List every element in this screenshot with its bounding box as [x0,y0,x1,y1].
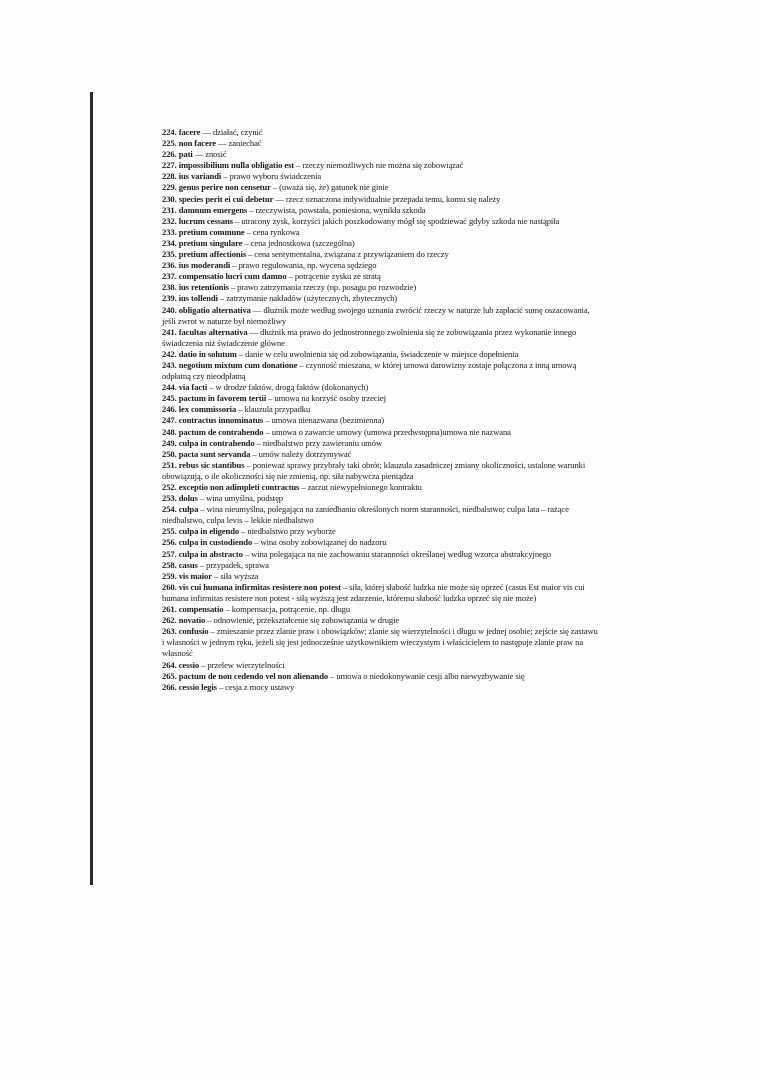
entry-definition: — zaniechać [215,138,262,149]
entry-number: 236. [162,260,177,271]
glossary-entry [162,249,602,260]
entry-term: cessio legis [178,681,217,692]
entry-definition: – rzeczywista, powstała, poniesiona, wynikła szkoda [247,204,426,215]
entry-term: casus [178,559,198,570]
entry-number: 243. [162,359,177,370]
entry-term: species perit ei cui debetur [178,193,274,204]
entry-number: 244. [162,382,177,393]
glossary-entry [162,216,602,227]
glossary-entry [162,482,602,493]
entry-definition: – zarzut niewypełnionego kontraktu [299,482,422,492]
glossary-entry [162,404,602,415]
entry-number: 226. [162,149,177,160]
entry-number: 266. [162,681,177,692]
glossary-entry [162,438,602,449]
glossary-entry [162,582,602,604]
entry-definition: — znosić [192,149,227,160]
glossary-entry [162,604,602,615]
entry-term: ius tollendi [178,293,218,304]
glossary-entry [162,160,602,171]
glossary-entry [162,138,602,149]
entry-definition: – prawo zatrzymania rzeczy (np. posagu po rozwodzie) [228,282,417,293]
entry-definition: – kompensacja, potrącenie, np. długu [223,604,351,615]
entry-definition: — działać, czynić [200,127,263,137]
entry-term: non facere [178,138,216,149]
entry-term: pactum de non cedendo vel non alienando [178,670,329,681]
entry-term: culpa in abstracto [178,548,243,559]
glossary-entry [162,127,602,138]
entry-number: 247. [162,415,177,426]
entry-term: pretium commune [178,226,245,237]
glossary-entry [162,660,602,671]
entry-term: contractus innominatus [178,415,264,426]
entry-term: pati [178,149,193,160]
glossary-entry [162,504,602,526]
entry-number: 234. [162,237,177,248]
glossary-entry [162,260,602,271]
entry-definition: – wina polegająca na nie zachowaniu staranności określanej według wzorca abstrakcyjnego [242,548,552,559]
entry-term: pretium affectionis [178,249,247,260]
entry-term: culpa in custodiendo [178,537,253,548]
entry-number: 261. [162,604,177,615]
entry-definition: – klauzula przypadku [236,404,311,415]
entry-definition: – wina nieumyślna, polegająca na zaniedbaniu określonych norm staranności, niedbalstwo; culpa lata – rażące niedbalstwo, culpa levis – lekkie niedbalstwo [162,504,569,526]
entry-term: compensatio lucri cum damno [178,271,287,282]
entry-number: 250. [162,448,177,459]
glossary-entry [162,149,602,160]
entry-number: 230. [162,193,177,204]
entry-number: 249. [162,437,177,448]
entry-number: 255. [162,526,177,537]
entry-term: rebus sic stantibus [178,459,245,470]
entry-definition: – czynność mieszana, w której umowa darowizny zostaje połączona z inną umową odpłatną czy nieodpłatną [162,359,577,382]
glossary-entry [162,526,602,537]
glossary-entry [162,615,602,626]
entry-number: 263. [162,626,177,637]
glossary-entry [162,427,602,438]
entry-number: 228. [162,171,177,182]
entry-definition: — dłużnik może według swojego uznania zwrócić rzeczy w naturze lub zapłacić sumę oszacowania, jeśli zwrot w naturze był niemożliwy [162,304,590,326]
entry-term: culpa in contrahendo [178,437,255,448]
entry-term: lex commissoria [178,404,237,415]
entry-definition: – (uważa się, że) gatunek nie ginie [270,182,389,193]
entry-number: 232. [162,215,177,226]
glossary-entry [162,393,602,404]
entry-term: lucrum cessans [178,215,233,226]
entry-term: negotium mixtum cum donatione [178,359,298,370]
glossary-entry [162,560,602,571]
entry-term: pacta sunt servanda [178,448,251,459]
entry-number: 251. [162,459,177,470]
entry-number: 241. [162,326,177,337]
glossary-entry [162,349,602,360]
entry-definition: – siła wyższa [211,570,259,581]
entry-number: 237. [162,271,177,282]
entry-term: culpa [178,504,199,515]
glossary-entry [162,271,602,282]
entry-number: 264. [162,659,177,670]
entry-definition: – siła, której słabość ludzka nie może się oprzeć (casus Est maior vis cui humana infirmitas resistere non potest - siłą wyższą jest zdarzenie, któremu słabość ludzka oprzeć się nie może) [162,581,585,603]
entry-number: 235. [162,249,177,260]
entry-number: 256. [162,537,177,548]
entry-definition: – zatrzymanie nakładów (użytecznych, zbytecznych) [217,293,398,304]
glossary-entry [162,293,602,304]
entry-number: 260. [162,581,177,592]
entry-definition: – niedbalstwo przy wyborze [239,526,336,537]
glossary-entry [162,194,602,205]
entry-definition: – zmieszanie przez zlanie praw i obowiązków; zlanie się wierzytelności i długu w jednej osobie; zejście się zastawu i własności w jednym ręku, jeżeli się jest jednocześnie użytkownikiem wieczystym i właścicielem to następuje zlanie praw na własność [162,626,598,659]
entry-number: 265. [162,670,177,681]
entry-number: 258. [162,559,177,570]
entry-term: damnum emergens [178,204,248,215]
entry-term: confusio [178,626,209,637]
entry-definition: – cena sentymentalna, związana z przywiązaniem do rzeczy [246,249,449,260]
glossary-entry [162,682,602,693]
entry-term: obligatio alternativa [178,304,251,315]
glossary-entry [162,415,602,426]
entry-term: cessio [178,659,200,670]
entry-term: compensatio [178,604,224,615]
entry-number: 242. [162,348,177,359]
entry-term: exceptio non adimpleti contractus [178,482,300,492]
entry-definition: – przelew wierzytelności [199,659,285,670]
entry-number: 239. [162,293,177,304]
glossary-entry [162,360,602,382]
entry-term: genus perire non censetur [178,182,271,193]
entry-term: datio in solutum [178,348,237,359]
glossary-entry [162,327,602,349]
entry-term: pactum in favorem tertii [178,393,267,404]
glossary-entry [162,626,602,659]
entry-number: 252. [162,482,177,492]
entry-term: vis maior [178,570,212,581]
entry-number: 248. [162,426,177,437]
entry-definition: – rzeczy niemożliwych nie można się zobowiązać [294,160,464,171]
glossary-entry [162,238,602,249]
glossary-entry [162,182,602,193]
entry-term: impossibilium nulla obligatio est [178,160,295,171]
glossary-entry [162,227,602,238]
scan-edge-shadow [90,92,93,885]
entry-term: novatio [178,615,206,626]
entry-definition: – w drodze faktów, drogą faktów (dokonanych) [207,382,369,393]
glossary-entry [162,571,602,582]
glossary-entry [162,537,602,548]
glossary-entry [162,460,602,482]
glossary-entry [162,549,602,560]
entry-definition: – umowa o zawarcie umowy (umowa przedwstępna)umowa nie nazwana [263,426,511,437]
entry-definition: — dłużnik ma prawo do jednostronnego zwolnienia się ze zobowiązania przez wykonanie innego świadczenia niż świadczenie główne [162,326,577,348]
glossary-entry [162,305,602,327]
glossary-entry [162,171,602,182]
entry-definition: – cesja z mocy ustawy [216,681,295,692]
glossary-entry [162,382,602,393]
entry-definition: – wina umyślna, podstęp [197,493,283,504]
entry-definition: – niedbalstwo przy zawieraniu umów [254,437,383,448]
entry-number: 254. [162,504,177,515]
entry-number: 233. [162,226,177,237]
entry-definition: – przypadek, sprawa [197,559,269,570]
entry-term: ius variandi [178,171,222,182]
entry-definition: – odnowienie, przekształcenie się zobowiązania w drugie [205,615,400,626]
entry-number: 229. [162,182,177,193]
entry-definition: – umowa o niedokonywanie cesji albo niewyzbywanie się [328,670,525,681]
entry-number: 231. [162,204,177,215]
entry-number: 225. [162,138,177,149]
entry-number: 259. [162,570,177,581]
entry-definition: – wina osoby zobowiązanej do nadzoru [252,537,387,548]
entry-term: culpa in eligendo [178,526,240,537]
entry-term: ius retentionis [178,282,229,293]
entry-definition: – cena jednostkowa (szczególna) [242,237,355,248]
entry-definition: — rzecz oznaczona indywidualnie przepada temu, komu się należy [273,193,501,204]
entry-definition: – umów należy dotrzymywać [250,448,352,459]
entry-number: 257. [162,548,177,559]
entry-definition: – danie w celu uwolnienia się od zobowiązania, świadczenie w miejsce dopełnienia [236,348,519,359]
entry-definition: – cena rynkowa [244,226,300,237]
entry-term: vis cui humana infirmitas resistere non potest [178,581,341,592]
entry-number: 224. [162,127,177,137]
glossary-entry [162,282,602,293]
glossary-entry [162,205,602,216]
glossary-entry [162,449,602,460]
entry-number: 240. [162,304,177,315]
entry-number: 262. [162,615,177,626]
entry-definition: – potrącenie zysku ze stratą [286,271,381,282]
entry-number: 246. [162,404,177,415]
entry-definition: – prawo wyboru świadczenia [221,171,322,182]
entry-term: ius moderandi [178,260,231,271]
entry-definition: – prawo regulowania, np. wycena sędziego [230,260,377,271]
entry-term: via facti [178,382,208,393]
entry-definition: – ponieważ sprawy przybrały taki obrót; klauzula zasadniczej zmiany okoliczności, ustalone warunki obowiązują, o ile okoliczności się nie zmienią, np. siła nabywcza pieniądza [162,459,586,481]
entry-definition: – umowa nienazwana (bezimienna) [263,415,385,426]
entry-term: facultas alternativa [178,326,248,337]
glossary-list [162,127,602,693]
entry-term: facere [178,127,201,137]
entry-number: 227. [162,160,177,171]
glossary-entry [162,671,602,682]
entry-term: dolus [178,493,198,504]
entry-term: pactum de contrahendo [178,426,264,437]
entry-number: 238. [162,282,177,293]
entry-definition: – utracony zysk, korzyści jakich poszkodowany mógł się spodziewać gdyby szkoda nie nastąpiła [232,215,560,226]
entry-term: pretium singulare [178,237,243,248]
entry-number: 253. [162,493,177,504]
entry-definition: – umowa na korzyść osoby trzeciej [266,393,386,404]
entry-number: 245. [162,393,177,404]
glossary-entry [162,493,602,504]
